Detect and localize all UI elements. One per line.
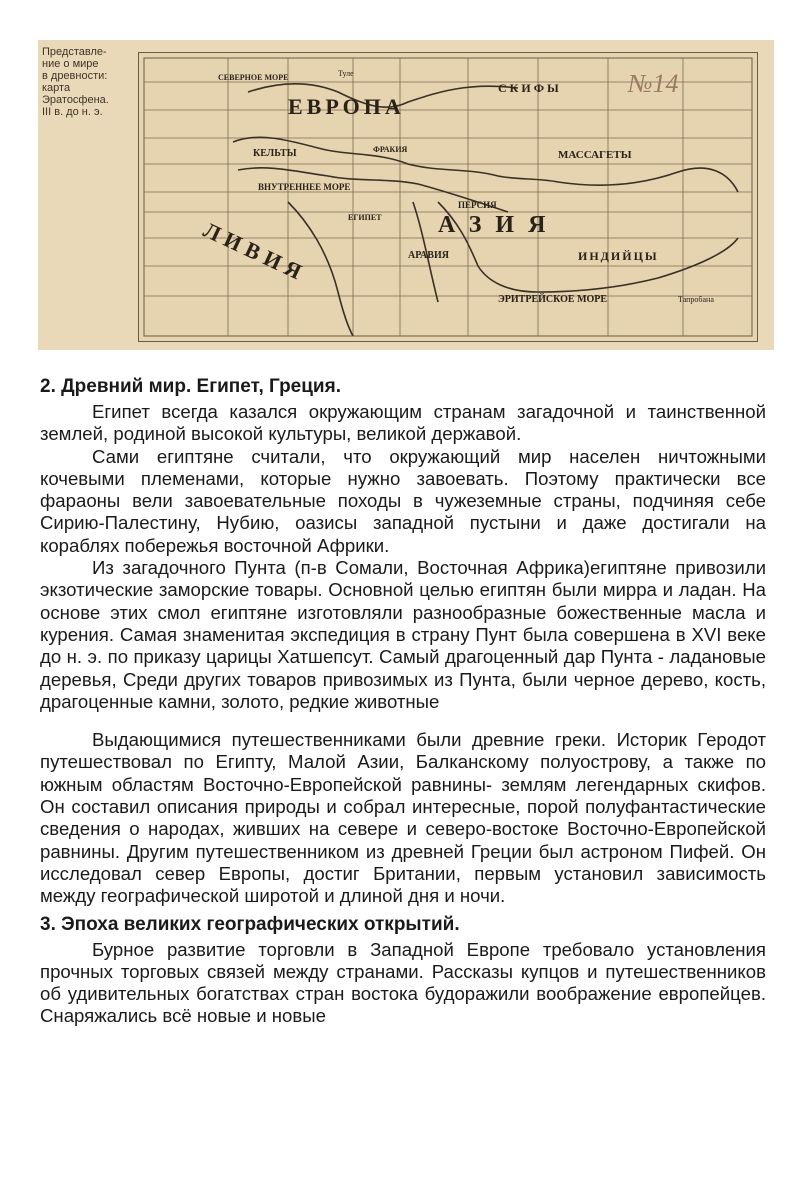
paragraph: Сами египтяне считали, что окружающий мир населен ничтожными кочевыми племенами, которые нужно завоевать. Поэтому практически все фараоны вели завоевательные походы в чужеземные страны, подчиняя себе Сирию-Палестину, Нубию, оазисы западной пустыни и даже достигали на кораблях побережья восточной Африки. — [40, 445, 766, 556]
svg-text:ЛИВИЯ: ЛИВИЯ — [199, 216, 311, 287]
svg-text:МАССАГЕТЫ: МАССАГЕТЫ — [558, 149, 632, 161]
map-figure — [38, 40, 774, 350]
svg-text:Тапробана: Тапробана — [678, 295, 714, 304]
paragraph: Египет всегда казался окружающим странам загадочной и таинственной землей, родиной высокой культуры, великой державой. — [40, 401, 766, 445]
svg-text:ИНДИЙЦЫ: ИНДИЙЦЫ — [578, 249, 659, 263]
section-3-heading: 3. Эпоха великих географических открытий. — [40, 913, 460, 935]
archive-stamp: №14 — [628, 69, 679, 98]
paragraph: Выдающимися путешественниками были древние греки. Историк Геродот путешествовал по Египту, Малой Азии, Балканскому полуострову, а также по южным областям Восточно-Европейской равнины- землям легендарных скифов. Он составил описания природы и собрал интересные, порой полуфантастические сведения о народах, живших на севере и северо-востоке Восточно-Европейской равнины. Другим путешественником из древней Греции был астроном Пифей. Он исследовал север Европы, достиг Британии, первым установил зависимость между географической широтой и длиной дня и ночи. — [40, 729, 766, 907]
section-2-heading: 2. Древний мир. Египет, Греция. — [40, 376, 341, 397]
page-content — [40, 376, 766, 1028]
svg-text:СЕВЕРНОЕ МОРЕ: СЕВЕРНОЕ МОРЕ — [218, 73, 289, 82]
eratosthenes-map — [138, 52, 758, 342]
svg-text:КЕЛЬТЫ: КЕЛЬТЫ — [253, 148, 297, 159]
svg-text:АРАВИЯ: АРАВИЯ — [408, 250, 449, 261]
figure-caption: Представле- ние о мире в древности: карта Эратосфена. III в. до н. э. — [42, 46, 109, 118]
svg-text:ЕГИПЕТ: ЕГИПЕТ — [348, 213, 382, 222]
paragraph: Бурное развитие торговли в Западной Европе требовало установления прочных торговых связей между странами. Рассказы купцов и путешественников об удивительных богатствах стран востока будоражили воображение европейцев. Снаряжались всё новые и новые — [40, 938, 766, 1027]
svg-text:Туле: Туле — [338, 69, 354, 78]
svg-text:АЗИЯ: АЗИЯ — [438, 212, 560, 238]
svg-text:ЭРИТРЕЙСКОЕ МОРЕ: ЭРИТРЕЙСКОЕ МОРЕ — [498, 294, 608, 305]
svg-text:ФРАКИЯ: ФРАКИЯ — [373, 145, 408, 154]
svg-text:СКИФЫ: СКИФЫ — [498, 81, 562, 95]
paragraph: Из загадочного Пунта (п-в Сомали, Восточная Африка)египтяне привозили экзотические заморские товары. Основной целью египтян были мирра и ладан. На основе этих смол египтяне изготовляли разнообразные божественные масла и курения. Самая знаменитая экспедиция в страну Пунт была совершена в XVI веке до н. э. по приказу царицы Хатшепсут. Самый драгоценный дар Пунта - ладановые деревья, Среди других товаров привозимых из Пунта, были черное дерево, кость, драгоценные камни, золото, редкие животные — [40, 557, 766, 712]
svg-text:ПЕРСИЯ: ПЕРСИЯ — [458, 200, 497, 210]
svg-text:ВНУТРЕННЕЕ МОРЕ: ВНУТРЕННЕЕ МОРЕ — [258, 182, 351, 192]
svg-text:ЕВРОПА: ЕВРОПА — [288, 94, 405, 119]
